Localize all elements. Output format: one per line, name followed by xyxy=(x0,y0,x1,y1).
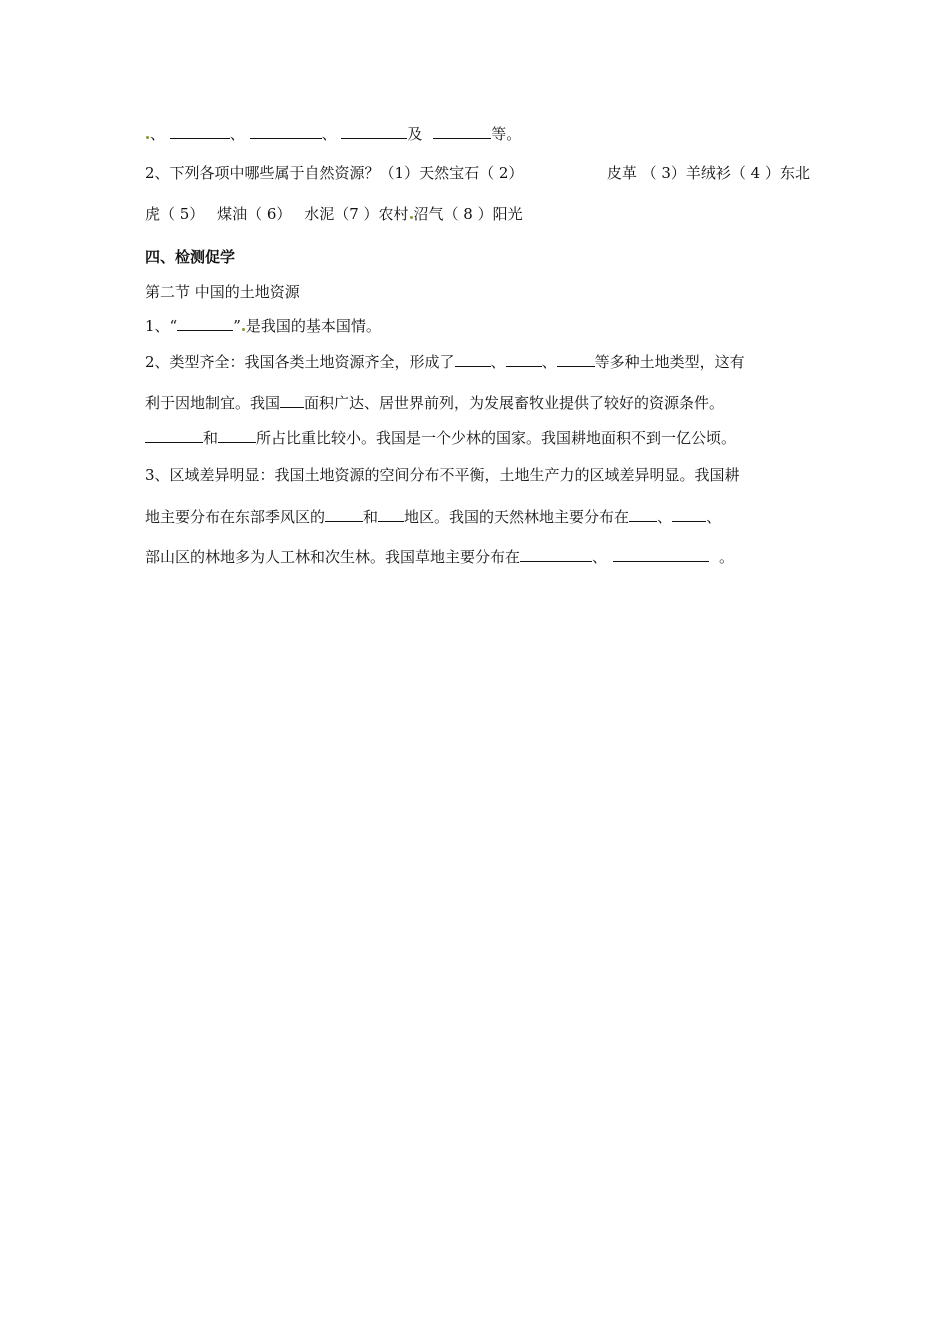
question-text: 地主要分布在东部季风区的 xyxy=(145,508,326,526)
blank-field[interactable] xyxy=(177,316,233,331)
blank-field[interactable] xyxy=(325,507,363,522)
blank-field[interactable] xyxy=(378,507,404,522)
blank-field[interactable] xyxy=(629,507,657,522)
question-text: 水泥（7 ）农村 xyxy=(304,205,409,223)
question-text: 利于因地制宜。我国 xyxy=(145,394,281,412)
separator: 、 xyxy=(706,508,722,526)
marker-dot xyxy=(242,328,245,331)
question-3-line-2 xyxy=(145,507,810,527)
question-text: 地区。我国的天然林地主要分布在 xyxy=(404,508,630,526)
question-text: 部山区的林地多为人工林和次生林。我国草地主要分布在 xyxy=(145,548,521,566)
separator: 、 xyxy=(150,125,166,143)
blank-field[interactable] xyxy=(557,352,595,367)
marker-dot xyxy=(410,216,413,219)
separator: 、 xyxy=(541,353,557,371)
question-text: 面积广达、居世界前列，为发展畜牧业提供了较好的资源条件。 xyxy=(304,394,725,412)
question-text: 和 xyxy=(203,429,219,447)
text-deng: 等。 xyxy=(491,125,522,143)
question-text: 虎（ 5） xyxy=(145,205,205,223)
marker-dot xyxy=(146,136,149,139)
blank-field[interactable] xyxy=(341,124,407,139)
question-text: 沼气（ 8 ）阳光 xyxy=(413,205,523,223)
text-ji: 及 xyxy=(407,125,423,143)
blank-field[interactable] xyxy=(455,352,491,367)
blank-field[interactable] xyxy=(613,547,709,562)
question-text: 所占比重比较小。我国是一个少林的国家。我国耕地面积不到一亿公顷。 xyxy=(256,429,737,447)
question-1 xyxy=(145,316,810,336)
question-2-type-line-2 xyxy=(145,393,810,413)
separator: 、 xyxy=(321,125,337,143)
question-text: ” xyxy=(233,317,241,335)
blank-field[interactable] xyxy=(250,124,322,139)
answer-line-1 xyxy=(145,124,810,144)
question-text: 2、下列各项中哪些属于自然资源？（1）天然宝石（ 2） xyxy=(145,164,524,182)
question-3-line-3 xyxy=(145,547,810,567)
question-text: 皮革 （ 3）羊绒衫（ 4 ）东北 xyxy=(606,164,810,182)
section-heading: 四、检测促学 xyxy=(145,248,236,266)
separator: 、 xyxy=(592,548,608,566)
question-text: 是我国的基本国情。 xyxy=(245,317,381,335)
question-text: 2、类型齐全：我国各类土地资源齐全，形成了 xyxy=(145,353,455,371)
blank-field[interactable] xyxy=(433,124,491,139)
question-2-type-line-3 xyxy=(145,428,810,448)
question-text: 1、“ xyxy=(145,317,178,335)
separator: 、 xyxy=(657,508,673,526)
question-text: 等多种土地类型，这有 xyxy=(594,353,745,371)
separator: 、 xyxy=(229,125,245,143)
question-2-type-line-1 xyxy=(145,352,810,372)
blank-field[interactable] xyxy=(520,547,592,562)
blank-field[interactable] xyxy=(280,393,304,408)
separator: 、 xyxy=(490,353,506,371)
blank-field[interactable] xyxy=(506,352,542,367)
text-end: 。 xyxy=(719,548,735,566)
question-2-line-2 xyxy=(145,204,810,224)
question-text: 和 xyxy=(363,508,379,526)
question-2-line-1 xyxy=(145,163,810,183)
blank-field[interactable] xyxy=(672,507,706,522)
section-title: 第二节 中国的土地资源 xyxy=(145,283,300,301)
question-3-line-1: 3、区域差异明显：我国土地资源的空间分布不平衡，土地生产力的区域差异明显。我国耕 xyxy=(145,466,740,484)
blank-field[interactable] xyxy=(170,124,230,139)
blank-field[interactable] xyxy=(218,428,256,443)
blank-field[interactable] xyxy=(145,428,203,443)
question-text: 煤油（ 6） xyxy=(217,205,292,223)
